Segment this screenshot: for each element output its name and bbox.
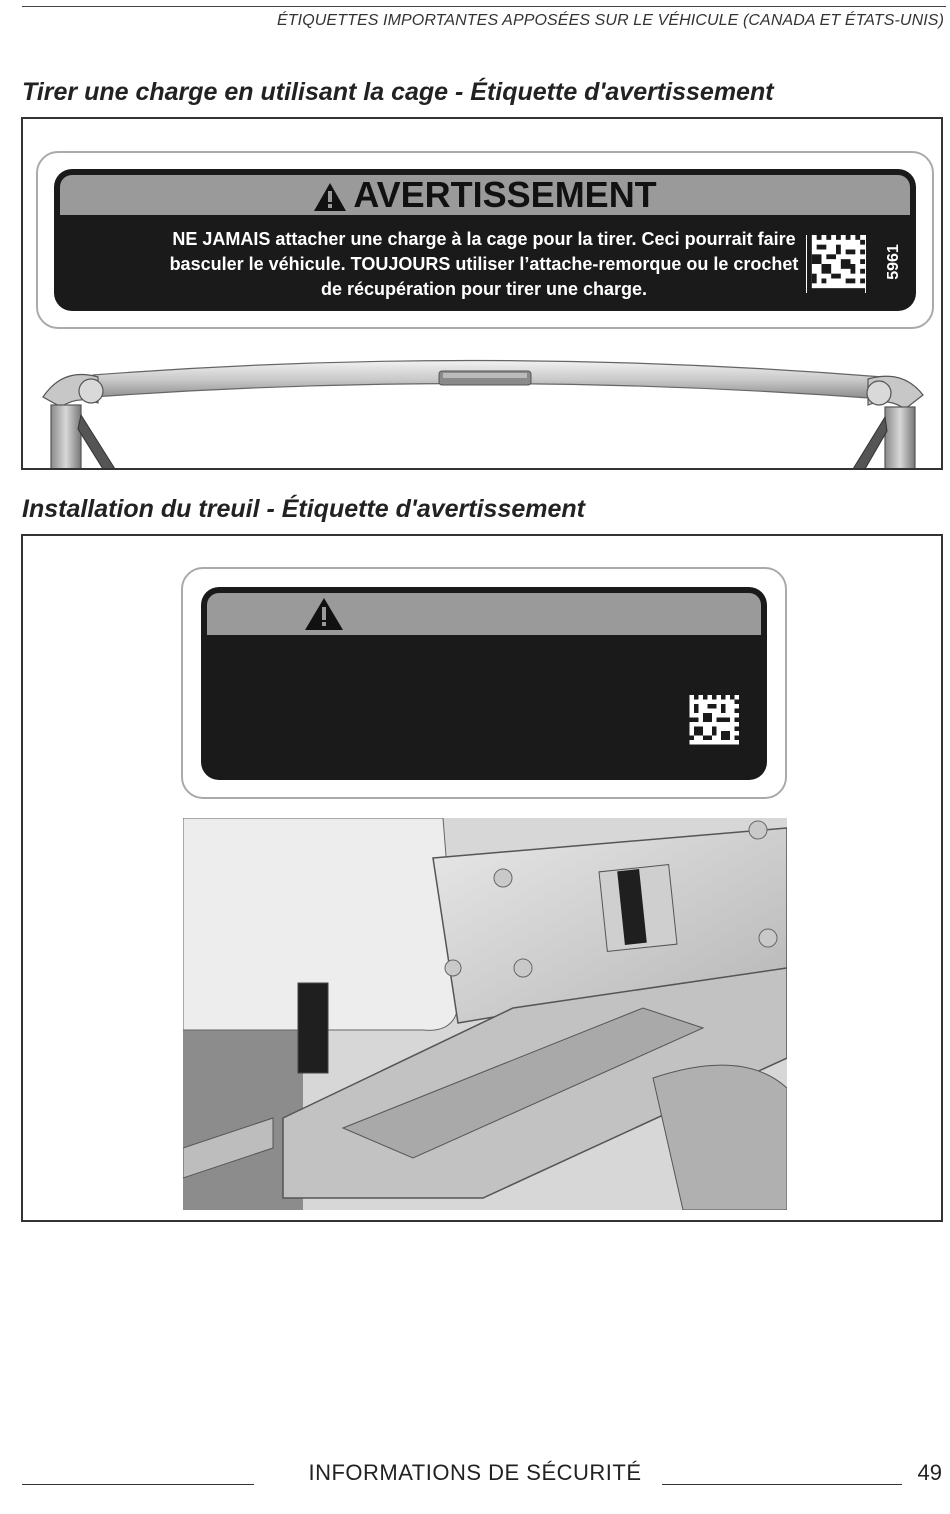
decal-line-1: NE JAMAIS attacher une charge à la cage pour la tirer. Ceci pourrait faire bbox=[172, 229, 796, 249]
decal-header-band-winch bbox=[207, 593, 761, 635]
winch-mount-illustration bbox=[183, 818, 787, 1210]
section-title-cage: Tirer une charge en utilisant la cage - Étiquette d'avertissement bbox=[22, 78, 774, 106]
warning-decal-winch bbox=[201, 587, 767, 780]
top-rule bbox=[22, 6, 946, 7]
datamatrix-code-icon bbox=[806, 235, 866, 293]
page-number: 49 bbox=[917, 1460, 942, 1485]
datamatrix-code-icon bbox=[685, 695, 739, 749]
label-code-number: 5961 bbox=[884, 244, 902, 280]
footer-section-name: INFORMATIONS DE SÉCURITÉ bbox=[308, 1460, 642, 1485]
decal-line-2: basculer le véhicule. TOUJOURS utiliser l’attache-remorque ou le crochet bbox=[169, 254, 799, 274]
footer-rule-right bbox=[662, 1484, 902, 1485]
decal-line-3: de récupération pour tirer une charge. bbox=[320, 279, 648, 299]
running-header: ÉTIQUETTES IMPORTANTES APPOSÉES SUR LE VÉHICULE (CANADA ET ÉTATS-UNIS) bbox=[277, 12, 944, 29]
figure-winch-warning bbox=[21, 534, 943, 1222]
decal-heading bbox=[60, 175, 910, 215]
figure-cage-warning bbox=[21, 117, 943, 470]
section-title-winch: Installation du treuil - Étiquette d'avertissement bbox=[22, 495, 585, 523]
decal-header-band bbox=[60, 175, 910, 215]
decal-body-text bbox=[144, 227, 824, 302]
warning-decal bbox=[54, 169, 916, 311]
warning-triangle-icon bbox=[304, 597, 344, 631]
decal-heading-text: AVERTISSEMENT bbox=[353, 174, 657, 215]
cage-bar-illustration bbox=[23, 347, 941, 469]
warning-triangle-icon bbox=[313, 182, 347, 212]
